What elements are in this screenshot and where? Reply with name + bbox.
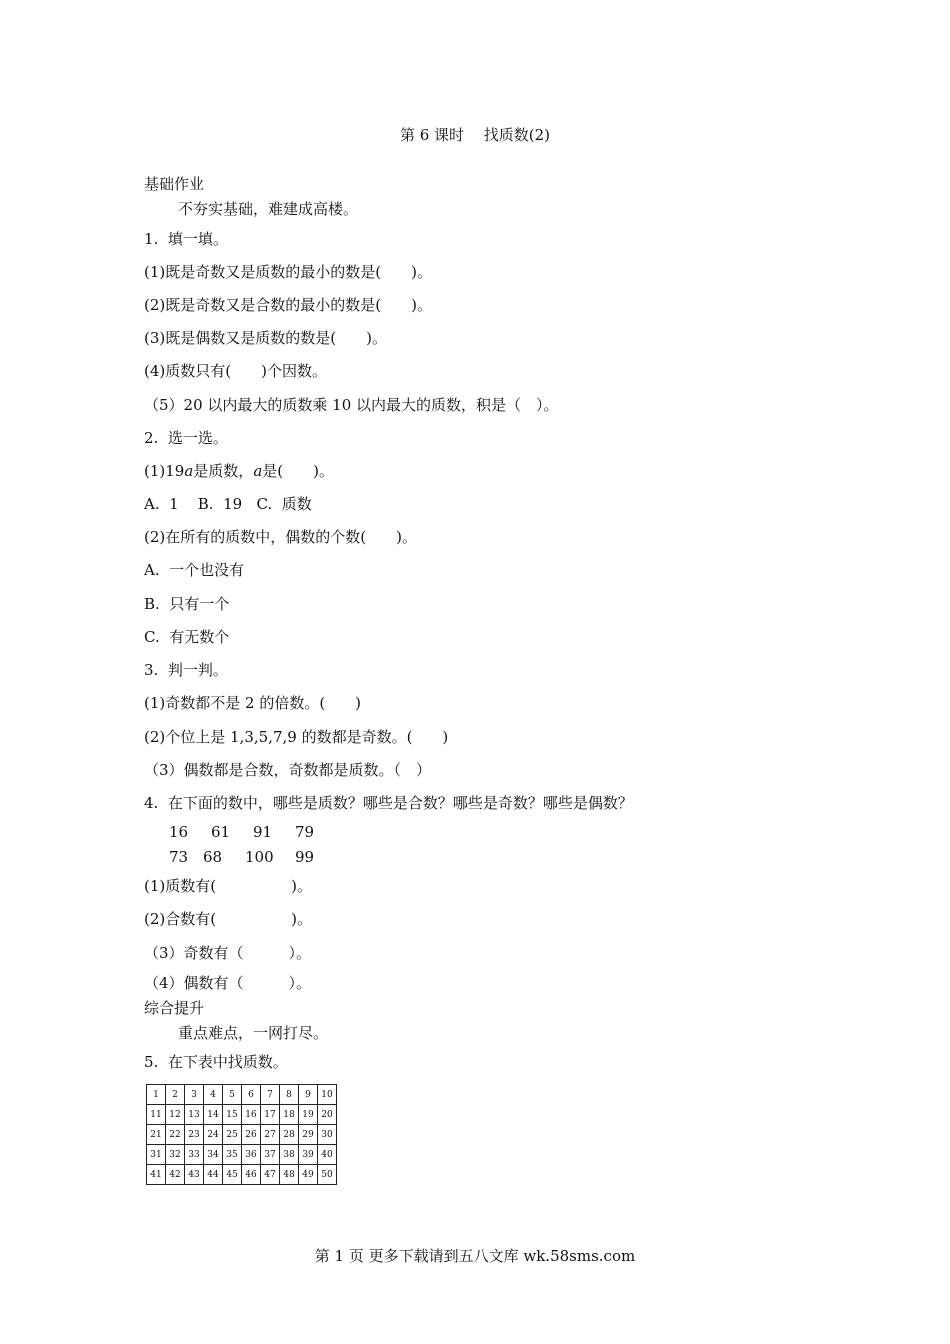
section-heading-basic: 基础作业	[144, 175, 205, 193]
table-cell: 22	[166, 1125, 185, 1145]
table-cell: 9	[299, 1085, 318, 1105]
q2-variable-a: a	[184, 462, 194, 480]
table-cell: 28	[280, 1125, 299, 1145]
table-cell: 26	[242, 1125, 261, 1145]
number-68: 68	[203, 848, 223, 866]
page-title: 第 6 课时 找质数(2)	[399, 126, 551, 144]
table-cell: 31	[147, 1145, 166, 1165]
table-cell: 14	[204, 1105, 223, 1125]
section-motto-advanced: 重点难点，一网打尽。	[178, 1024, 329, 1042]
table-row	[147, 1165, 337, 1185]
question-4-item-2: (2)合数有( )。	[144, 910, 312, 928]
question-2-heading: 2. 选一选。	[144, 429, 228, 447]
number-100: 100	[245, 848, 274, 866]
q2-text-c: 是( )。	[262, 462, 334, 480]
table-cell: 23	[185, 1125, 204, 1145]
number-99: 99	[295, 848, 315, 866]
question-3-heading: 3. 判一判。	[144, 661, 228, 679]
number-91: 91	[253, 823, 273, 841]
question-1-item-3: (3)既是偶数又是质数的数是( )。	[144, 329, 387, 347]
table-cell: 39	[299, 1145, 318, 1165]
q2-text-b: 是质数，	[193, 462, 254, 480]
number-16: 16	[169, 823, 189, 841]
question-2-part-2: (2)在所有的质数中，偶数的个数( )。	[144, 528, 417, 546]
question-3-item-3: （3）偶数都是合数，奇数都是质数。（ ）	[144, 761, 432, 779]
table-row	[147, 1085, 337, 1105]
q2-text-a: (1)19	[144, 462, 185, 480]
question-2-part-1	[144, 461, 334, 481]
table-cell: 13	[185, 1105, 204, 1125]
table-cell: 12	[166, 1105, 185, 1125]
number-61: 61	[211, 823, 231, 841]
table-cell: 16	[242, 1105, 261, 1125]
table-cell: 11	[147, 1105, 166, 1125]
table-cell: 33	[185, 1145, 204, 1165]
question-1-item-5: （5）20 以内最大的质数乘 10 以内最大的质数，积是（ ）。	[144, 396, 559, 414]
table-cell: 46	[242, 1165, 261, 1185]
table-cell: 24	[204, 1125, 223, 1145]
table-cell: 34	[204, 1145, 223, 1165]
table-cell: 38	[280, 1145, 299, 1165]
question-2-option-c: C. 有无数个	[144, 628, 230, 646]
table-cell: 10	[318, 1085, 337, 1105]
table-row	[147, 1105, 337, 1125]
question-4-item-1: (1)质数有( )。	[144, 877, 312, 895]
table-cell: 27	[261, 1125, 280, 1145]
table-cell: 4	[204, 1085, 223, 1105]
table-cell: 47	[261, 1165, 280, 1185]
table-cell: 43	[185, 1165, 204, 1185]
table-cell: 20	[318, 1105, 337, 1125]
question-4-item-4: （4）偶数有（ ）。	[144, 974, 312, 992]
question-3-item-2: (2)个位上是 1,3,5,7,9 的数都是奇数。( )	[144, 728, 449, 746]
table-cell: 8	[280, 1085, 299, 1105]
number-table	[146, 1084, 337, 1185]
question-4-item-3: （3）奇数有（ ）。	[144, 944, 312, 962]
question-1-item-2: (2)既是奇数又是合数的最小的数是( )。	[144, 296, 432, 314]
table-cell: 25	[223, 1125, 242, 1145]
table-cell: 50	[318, 1165, 337, 1185]
question-1-item-4: (4)质数只有( )个因数。	[144, 362, 327, 380]
number-73: 73	[169, 848, 189, 866]
table-cell: 1	[147, 1085, 166, 1105]
table-cell: 49	[299, 1165, 318, 1185]
table-cell: 35	[223, 1145, 242, 1165]
q2-variable-a-2: a	[253, 462, 263, 480]
table-cell: 44	[204, 1165, 223, 1185]
table-cell: 48	[280, 1165, 299, 1185]
table-cell: 5	[223, 1085, 242, 1105]
table-cell: 6	[242, 1085, 261, 1105]
table-cell: 21	[147, 1125, 166, 1145]
section-heading-advanced: 综合提升	[144, 999, 205, 1017]
table-cell: 3	[185, 1085, 204, 1105]
table-cell: 15	[223, 1105, 242, 1125]
table-cell: 40	[318, 1145, 337, 1165]
table-cell: 19	[299, 1105, 318, 1125]
table-cell: 17	[261, 1105, 280, 1125]
table-cell: 30	[318, 1125, 337, 1145]
table-cell: 41	[147, 1165, 166, 1185]
question-4-heading: 4. 在下面的数中，哪些是质数？哪些是合数？哪些是奇数？哪些是偶数？	[144, 794, 633, 812]
table-cell: 2	[166, 1085, 185, 1105]
question-1-heading: 1. 填一填。	[144, 230, 228, 248]
question-3-item-1: (1)奇数都不是 2 的倍数。( )	[144, 694, 362, 712]
table-row	[147, 1145, 337, 1165]
number-79: 79	[295, 823, 315, 841]
table-cell: 37	[261, 1145, 280, 1165]
table-cell: 29	[299, 1125, 318, 1145]
table-row	[147, 1125, 337, 1145]
table-cell: 42	[166, 1165, 185, 1185]
section-motto-basic: 不夯实基础，难建成高楼。	[178, 200, 359, 218]
table-cell: 45	[223, 1165, 242, 1185]
table-cell: 7	[261, 1085, 280, 1105]
question-2-option-a: A. 一个也没有	[144, 561, 245, 579]
question-5-heading: 5. 在下表中找质数。	[144, 1053, 288, 1071]
question-2-part-1-options: A. 1 B. 19 C. 质数	[144, 495, 312, 513]
question-2-option-b: B. 只有一个	[144, 595, 230, 613]
page-footer: 第 1 页 更多下载请到五八文库 wk.58sms.com	[314, 1247, 636, 1265]
question-1-item-1: (1)既是奇数又是质数的最小的数是( )。	[144, 263, 432, 281]
table-cell: 32	[166, 1145, 185, 1165]
table-cell: 18	[280, 1105, 299, 1125]
table-cell: 36	[242, 1145, 261, 1165]
